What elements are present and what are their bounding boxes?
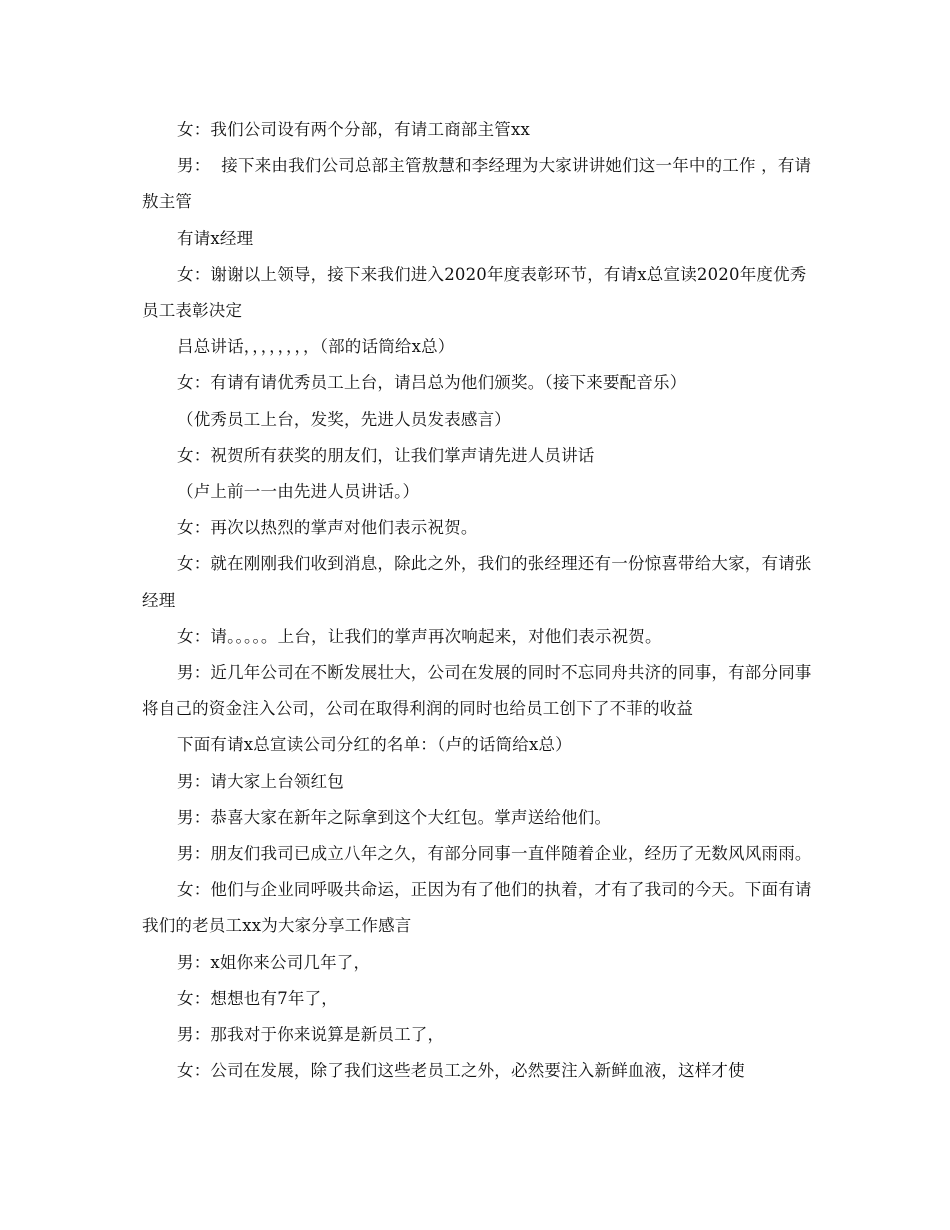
- document-body: [142, 112, 814, 1089]
- paragraph-21: 男：那我对于你来说算是新员工了，: [177, 1025, 445, 1045]
- paragraph-4: 女：谢谢以上领导，接下来我们进入2020年度表彰环节，有请x总宣读2020年度优秀员工表彰决定: [142, 264, 807, 321]
- paragraph-9: （卢上前一一由先进人员讲话。）: [177, 482, 420, 502]
- paragraph-15: 男：请大家上台领红包: [177, 771, 344, 791]
- paragraph-12: 女：请。。。。。上台，让我们的掌声再次响起来，对他们表示祝贺。: [177, 626, 662, 646]
- paragraph-1: 女：我们公司设有两个分部，有请工商部主管xx: [177, 120, 531, 139]
- paragraph-22: 女：公司在发展，除了我们这些老员工之外，必然要注入新鲜血液，这样才使: [177, 1061, 745, 1081]
- paragraph-20: 女：想想也有7年了，: [177, 988, 338, 1008]
- paragraph-13: 男：近几年公司在不断发展壮大，公司在发展的同时不忘同舟共济的同事，有部分同事将自己的资金注入公司，公司在取得利润的同时也给员工创下了不菲的收益: [142, 663, 812, 719]
- paragraph-16: 男：恭喜大家在新年之际拿到这个大红包。掌声送给他们。: [177, 807, 612, 827]
- paragraph-3: 有请x经理: [177, 228, 254, 248]
- paragraph-17: 男：朋友们我司已成立八年之久，有部分同事一直伴随着企业，经历了无数风风雨雨。: [177, 844, 812, 864]
- paragraph-14: 下面有请x总宣读公司分红的名单：（卢的话筒给x总）: [177, 735, 572, 755]
- paragraph-18: 女：他们与企业同呼吸共命运，正因为有了他们的执着，才有了我司的今天。下面有请我们的老员工xx为大家分享工作感言: [142, 880, 812, 936]
- paragraph-8: 女：祝贺所有获奖的朋友们，让我们掌声请先进人员讲话: [177, 445, 595, 465]
- paragraph-19: 男：x姐你来公司几年了，: [177, 952, 371, 972]
- paragraph-2: 男： 接下来由我们公司总部主管敖慧和李经理为大家讲讲她们这一年中的工作 ，有请敖主管: [142, 156, 812, 212]
- paragraph-6: 女：有请有请优秀员工上台，请吕总为他们颁奖。（接下来要配音乐）: [177, 373, 687, 393]
- paragraph-7: （优秀员工上台，发奖，先进人员发表感言）: [177, 409, 511, 429]
- paragraph-11: 女：就在刚刚我们收到消息，除此之外，我们的张经理还有一份惊喜带给大家，有请张经理: [142, 554, 812, 610]
- paragraph-10: 女：再次以热烈的掌声对他们表示祝贺。: [177, 518, 478, 538]
- paragraph-5: 吕总讲话，，，，，，，，（部的话筒给x总）: [177, 337, 455, 357]
